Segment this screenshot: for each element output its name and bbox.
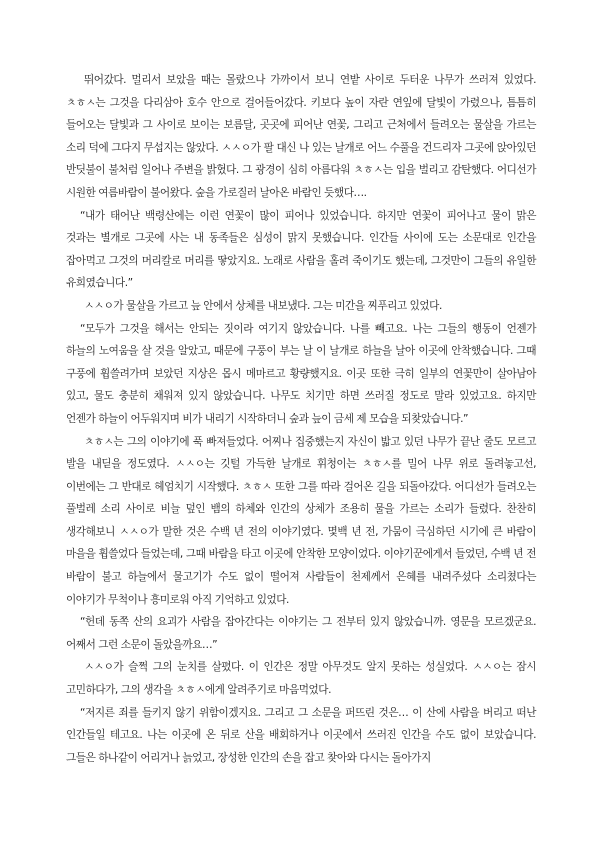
paragraph-8: “저지른 죄를 들키지 않기 위함이겠지요. 그리고 그 소문을 퍼뜨린 것은… 이 산에 사람을 버리고 떠난 인간들일 테고요. 나는 이곳에 온 뒤로 산을 배회하거나 이곳에서 쓰러진 인간을 수도 없이 보았습니다. 그들은 하나같이 어리거나 늙었고, 장성한 인간의 손을 잡고 찾아와 다시는 돌아가지 [66, 706, 536, 764]
paragraph-5: ㅊㅎㅅ는 그의 이야기에 푹 빠져들었다. 어찌나 집중했는지 자신이 밟고 있던 나무가 끝난 줄도 모르고 발을 내딛을 정도였다. ㅅㅅㅇ는 깃털 가득한 날개로 휘청이는 ㅊㅎㅅ를 밀어 나무 위로 돌려놓고선, 이번에는 그 반대로 헤엄치기 시작했다. ㅊㅎㅅ 또한 그를 따라 걸어온 길을 되돌아갔다. 어디선가 들려오는 풀벌레 소리 사이로 비늘 덮인 뱀의 하체와 인간의 상체가 조용히 물을 가르는 소리가 들렸다. 찬찬히 생각해보니 ㅅㅅㅇ가 말한 것은 수백 년 전의 이야기였다. 몇백 년 전, 가뭄이 극심하던 시기에 큰 바람이 마을을 휩쓸었다 들었는데, 그때 바람을 타고 이곳에 안착한 모양이었다. 이야기꾼에게서 들었던, 수백 년 전 바람이 불고 하늘에서 물고기가 수도 없이 떨어져 사람들이 천제께서 은혜를 내려주셨다 소리쳤다는 이야기가 무척이나 흥미로워 아직 기억하고 있었다. [66, 435, 536, 606]
paragraph-7: ㅅㅅㅇ가 슬쩍 그의 눈치를 살폈다. 이 인간은 정말 아무것도 알지 못하는 성실었다. ㅅㅅㅇ는 잠시 고민하다가, 그의 생각을 ㅊㅎㅅ에게 알려주기로 마음먹었다. [66, 661, 536, 697]
document-body [66, 69, 536, 769]
paragraph-6: “헌데 동쪽 산의 요괴가 사람을 잡아간다는 이야기는 그 전부터 있지 않았습니까. 영문을 모르겠군요. 어째서 그런 소문이 돌았을까요…” [66, 616, 536, 651]
paragraph-4: “모두가 그것을 해서는 안되는 짓이라 여기지 않았습니다. 나를 빼고요. 나는 그들의 행동이 언젠가 하늘의 노여움을 살 것을 알았고, 때문에 구풍이 부는 날 이 날개로 하늘을 날아 이곳에 안착했습니다. 그때 구풍에 휩쓸려가며 보았던 지상은 몹시 메마르고 황량했지요. 이곳 또한 극히 일부의 연꽃만이 살아남아 있고, 물도 충분히 채워져 있지 않았습니다. 나무도 치기만 하면 쓰러질 정도로 말라 있었고요. 하지만 언젠가 하늘이 어두워지며 비가 내리기 시작하더니 숲과 늪이 금세 제 모습을 되찾았습니다.” [66, 322, 536, 425]
paragraph-1: 뛰어갔다. 멀리서 보았을 때는 몰랐으나 가까이서 보니 연밭 사이로 두터운 나무가 쓰러져 있었다. ㅊㅎㅅ는 그것을 다리삼아 호수 안으로 걸어들어갔다. 키보다 높이 자란 연잎에 달빛이 가렸으나, 틈틈히 들어오는 달빛과 그 사이로 보이는 보름달, 곳곳에 피어난 연꽃, 그리고 근처에서 들려오는 물살을 가르는 소리 덕에 그다지 무섭지는 않았다. ㅅㅅㅇ가 팔 대신 나 있는 날개로 어느 수풀을 건드리자 그곳에 앉아있던 반딧불이 불처럼 일어나 주변을 밝혔다. 그 광경이 심히 아름다워 ㅊㅎㅅ는 입을 벌리고 감탄했다. 어디선가 시원한 여름바람이 불어왔다. 숲을 가로질러 날아온 바람인 듯했다…. [66, 74, 536, 199]
paragraph-2: “내가 태어난 백령산에는 이런 연꽃이 많이 피어나 있었습니다. 하지만 연꽃이 피어나고 물이 맑은 것과는 별개로 그곳에 사는 내 동족들은 심성이 맑지 못했습니다. 인간들 사이에 도는 소문대로 인간을 잡아먹고 그것의 머리칼로 머리를 땋았지요. 노래로 사람을 홀려 죽이기도 했는데, 그것만이 그들의 유일한 유희였습니다.” [66, 209, 536, 290]
paragraph-3: ㅅㅅㅇ가 물살을 가르고 늪 안에서 상체를 내보냈다. 그는 미간을 찌푸리고 있었다. [84, 299, 442, 312]
